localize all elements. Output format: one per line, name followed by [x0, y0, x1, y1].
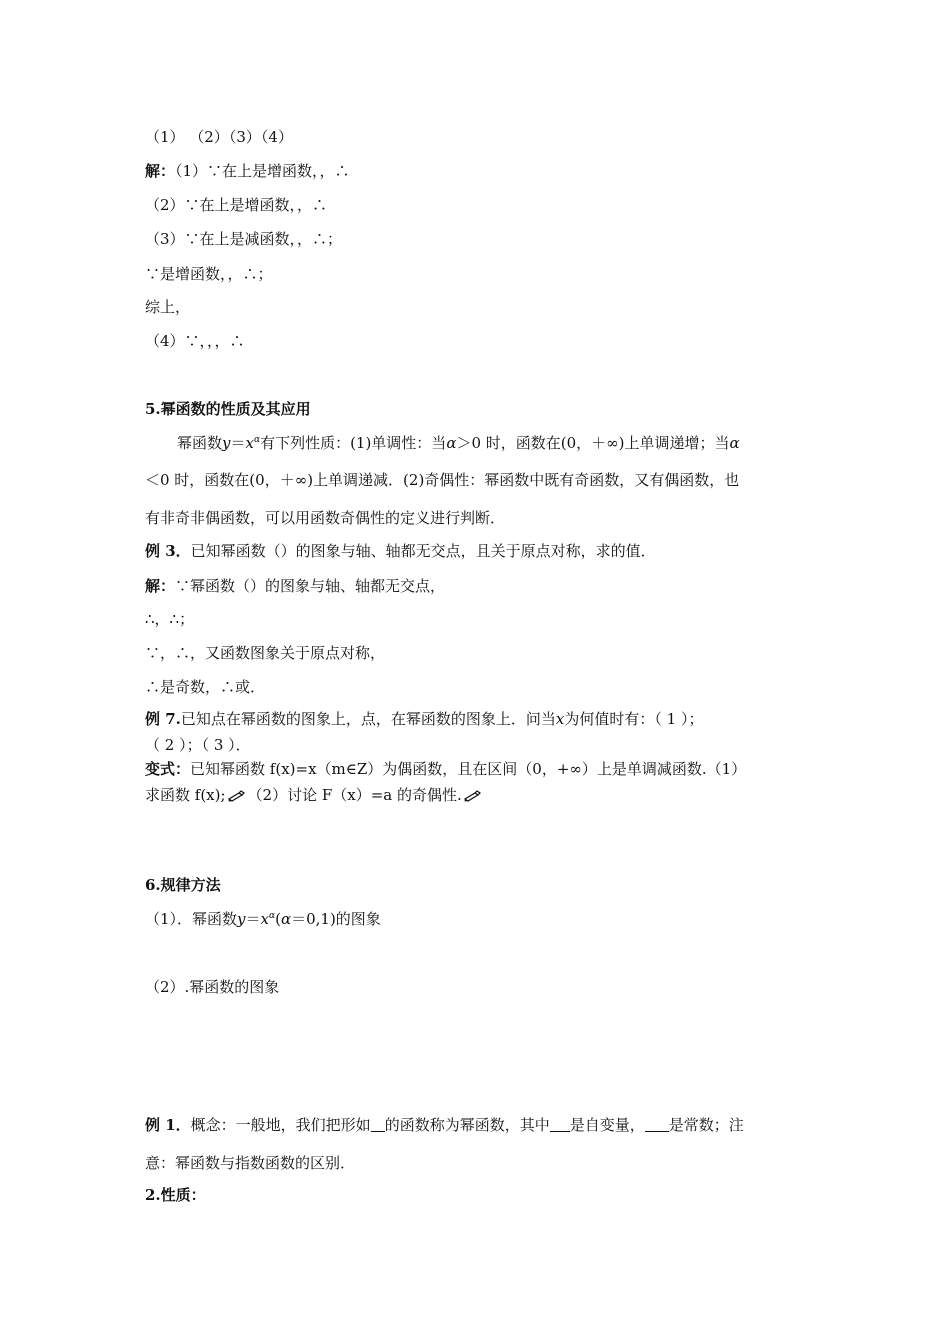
text: ∴，∴；	[145, 610, 195, 628]
variant-line-1	[145, 759, 746, 779]
variant-label: 变式：	[145, 760, 191, 778]
text: 是自变量，	[569, 1116, 645, 1134]
text: 为何值时有：（ 1 ）；	[564, 710, 704, 728]
heading-text: 5.幂函数的性质及其应用	[145, 400, 311, 418]
var-x: x	[260, 910, 270, 928]
text: ＝0,1)的图象	[291, 910, 381, 928]
rule-1	[145, 909, 381, 929]
solution-line-5	[145, 297, 190, 317]
solution-label: 解：	[145, 577, 176, 595]
var-alpha: α	[446, 434, 457, 452]
var-alpha: α	[280, 910, 292, 928]
example-3-solution-3	[145, 643, 385, 663]
text: 幂函数	[177, 434, 223, 452]
solution-line-2	[145, 195, 327, 215]
text: 意：幂函数与指数函数的区别．	[145, 1154, 356, 1172]
solution-line-6	[145, 331, 245, 351]
text: 已知点在幂函数的图象上，点，在幂函数的图象上．问当	[180, 710, 556, 728]
text: （1）∵在上是增函数，，∴	[175, 162, 350, 180]
variant-line-2	[145, 785, 484, 805]
example-7-line-2	[145, 735, 251, 755]
text: 已知幂函数（）的图象与轴、轴都无交点，且关于原点对称，求的值．	[190, 542, 656, 560]
example-1-line-1	[145, 1115, 744, 1135]
text: （2）.幂函数的图象	[145, 978, 280, 996]
example-3-solution-1	[145, 576, 445, 596]
text: （4）∵，，，∴	[145, 332, 245, 350]
text: 求函数 f(x);	[145, 786, 226, 804]
example-3	[145, 541, 656, 561]
var-y: y	[237, 910, 246, 928]
text: （1） （2）（3）（4）	[145, 128, 293, 146]
fill-blank	[550, 1117, 570, 1132]
text: ＞0 时，函数在(0，＋∞)上单调递增；当	[456, 434, 730, 452]
section-5-paragraph-line-2	[145, 470, 739, 490]
text: 概念：一般地，我们把形如	[190, 1116, 371, 1134]
answer-line-1	[145, 127, 293, 147]
text: 已知幂函数 f(x)=x（m∈Z）为偶函数，且在区间（0，+∞）上是单调减函数.（1）	[190, 760, 747, 778]
var-x: x	[555, 710, 565, 728]
text: (	[275, 910, 281, 928]
text: （3）∵在上是减函数，，∴；	[145, 230, 343, 248]
example-3-solution-2	[145, 609, 194, 629]
var-alpha: α	[729, 434, 740, 452]
text: ＝	[230, 434, 246, 452]
text: ∵，∴，又函数图象关于原点对称，	[145, 644, 386, 662]
solution-line-3	[145, 229, 342, 249]
solution-line-1	[145, 161, 350, 181]
text: ∵是增函数，，∴；	[145, 265, 273, 283]
exponent-alpha: α	[269, 911, 276, 921]
exponent-alpha: α	[253, 435, 261, 445]
example-3-solution-4	[145, 677, 265, 697]
heading-text: 2.性质：	[145, 1186, 206, 1204]
rule-2	[145, 977, 279, 997]
example-label: 例 7.	[145, 710, 181, 728]
text: 综上，	[145, 298, 191, 316]
text: （ 2 ）；（ 3 ）．	[145, 736, 251, 754]
text: 有下列性质：(1)单调性：当	[260, 434, 447, 452]
var-y: y	[222, 434, 231, 452]
example-1-line-2	[145, 1153, 355, 1173]
var-x: x	[245, 434, 254, 452]
pencil-icon	[464, 790, 482, 802]
example-label: 例 3．	[145, 542, 191, 560]
example-7-line-1	[145, 709, 703, 729]
solution-label: 解：	[145, 162, 176, 180]
text: 的函数称为幂函数，其中	[384, 1116, 550, 1134]
text: ∵幂函数（）的图象与轴、轴都无交点，	[175, 577, 446, 595]
example-label: 例 1．	[145, 1116, 191, 1134]
section-5-paragraph-line-3	[145, 508, 505, 528]
text: 有非奇非偶函数，可以用函数奇偶性的定义进行判断．	[145, 509, 506, 527]
pencil-icon	[228, 790, 246, 802]
text: ＜0 时，函数在(0，＋∞)上单调递减．(2)奇偶性：幂函数中既有奇函数，又有偶函数，也	[145, 471, 740, 489]
property-heading	[145, 1185, 206, 1205]
text: （1）．幂函数	[145, 910, 238, 928]
fill-blank	[371, 1117, 385, 1132]
section-5-paragraph-line-1	[177, 433, 740, 453]
text: （2）∵在上是增函数，，∴	[145, 196, 328, 214]
heading-text: 6.规律方法	[145, 876, 221, 894]
text: （2）讨论 F（x）=a 的奇偶性.	[247, 786, 462, 804]
section-6-heading	[145, 875, 221, 895]
text: ＝	[245, 910, 261, 928]
section-5-heading	[145, 399, 311, 419]
text: 是常数；注	[668, 1116, 744, 1134]
solution-line-4	[145, 264, 273, 284]
text: ∴是奇数，∴或．	[145, 678, 266, 696]
fill-blank	[645, 1117, 669, 1132]
